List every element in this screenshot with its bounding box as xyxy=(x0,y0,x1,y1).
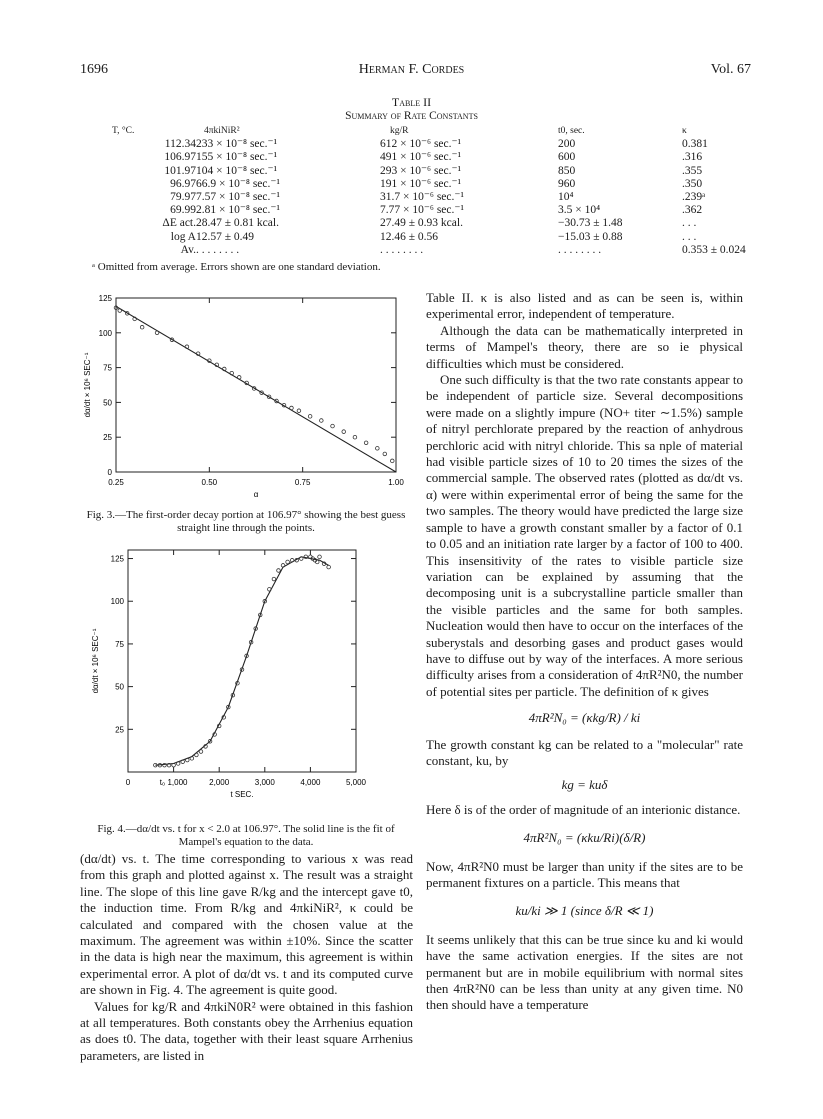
table-cell: . . . xyxy=(682,230,697,243)
paragraph: Now, 4πR²N0 must be larger than unity if the sites are to be permanent fixtures on a particle. This means that xyxy=(426,858,743,890)
column-header: kg/R xyxy=(390,126,409,136)
data-point xyxy=(327,565,331,569)
data-point xyxy=(290,406,294,410)
table-cell: 491 × 10⁻⁶ sec.⁻¹ xyxy=(380,151,462,164)
data-point xyxy=(118,309,122,313)
table-cell: 3.5 × 10⁴ xyxy=(558,204,601,217)
data-point xyxy=(390,459,394,463)
fig3-caption: Fig. 3.—The first-order decay portion at 106.97° showing the best guess straight line through the points. xyxy=(86,509,406,534)
table-cell: . . . . . . . . xyxy=(380,243,424,256)
y-tick-label: 25 xyxy=(103,433,112,443)
fig3-chart xyxy=(78,290,408,500)
table-cell: 12.57 ± 0.49 xyxy=(196,230,255,243)
table-cell: 0.353 ± 0.024 xyxy=(682,243,746,256)
data-point xyxy=(353,435,357,439)
table-cell: −30.73 ± 1.48 xyxy=(558,217,623,230)
y-tick-label: 125 xyxy=(98,294,112,303)
paragraph: Values for kg/R and 4πkiN0R² were obtained in this fashion at all temperatures. Both constants obey the Arrhenius equation as does t0. The data, together with their least square Arrhenius parameters, are listed in xyxy=(80,998,413,1063)
table-cell: 850 xyxy=(558,164,576,177)
data-point xyxy=(320,419,324,423)
paragraph: (dα/dt) vs. t. The time corresponding to various x was read from this graph and plotted against x. The result was a straight line. The slope of this line gave R/kg and the intercept gave t0, the induction time. From R/kg and 4πkiNiR², κ could be calculated and compared with the chosen value at the maximum. The agreement was within ±10%. Since the scatter in the data is high near the maximum, this agreement is within experimental error. A plot of dα/dt vs. t and its computed curve are shown in Fig. 4. The agreement is quite good. xyxy=(80,851,413,998)
data-point xyxy=(342,430,346,434)
table-cell: ΔE act. xyxy=(162,217,196,230)
data-point xyxy=(286,560,290,564)
rate-constants-table xyxy=(112,125,756,257)
x-tick-label: 1.00 xyxy=(388,478,404,487)
table-footnote: ᵃ Omitted from average. Errors shown are one standard deviation. xyxy=(92,261,381,273)
table-cell: .362 xyxy=(682,204,703,217)
table-header-row xyxy=(112,125,756,138)
table-cell: 191 × 10⁻⁶ sec.⁻¹ xyxy=(380,177,462,190)
column-header: 4πkiNiR² xyxy=(204,126,240,136)
page-number: 1696 xyxy=(80,62,108,77)
x-tick-label: 5,000 xyxy=(345,778,367,787)
table-row xyxy=(112,165,756,178)
data-point xyxy=(272,577,276,581)
paragraph: Here δ is of the order of magnitude of an interionic distance. xyxy=(426,801,741,817)
table-cell: 2.81 × 10⁻⁸ sec.⁻¹ xyxy=(196,204,280,217)
left-column-text xyxy=(80,851,413,1064)
table-cell: 293 × 10⁻⁶ sec.⁻¹ xyxy=(380,164,462,177)
y-tick-label: 50 xyxy=(103,398,112,408)
data-point xyxy=(383,452,387,456)
x-tick-label: 4,000 xyxy=(300,778,321,787)
column-header: κ xyxy=(682,126,687,136)
table-cell: 600 xyxy=(558,151,576,164)
volume-label: Vol. 67 xyxy=(710,62,751,77)
y-axis-label: dα/dt × 10⁶ SEC⁻¹ xyxy=(91,628,100,694)
table-cell: 106.97 xyxy=(164,151,196,164)
column-header: t0, sec. xyxy=(558,126,585,136)
table-cell: 96.97 xyxy=(170,177,196,190)
y-tick-label: 100 xyxy=(110,597,124,607)
y-tick-label: 50 xyxy=(115,682,124,692)
equation: 4πR²N₀ = (κku/Ri)(δ/R) xyxy=(523,830,646,846)
data-point xyxy=(277,569,281,573)
table-cell: 10⁴ xyxy=(558,191,574,204)
fit-curve xyxy=(155,557,328,765)
y-axis-label: dα/dt × 10⁶ SEC⁻¹ xyxy=(83,352,92,418)
data-point xyxy=(364,441,368,445)
paragraph: It seems unlikely that this can be true since ku and ki would have the same activation energies. If the sites are not permanent but are in mobile equilibrium with normal sites then 4πR²N0 can be less than unity at any given time. N0 then should have a temperature xyxy=(426,931,743,1013)
table-cell: 27.49 ± 0.93 kcal. xyxy=(380,217,463,230)
table-cell: 79.97 xyxy=(170,191,196,204)
table-cell: .350 xyxy=(682,177,703,190)
plot-frame xyxy=(128,550,356,772)
table-cell: . . . . . . . . xyxy=(196,243,240,256)
column-header: T, °C. xyxy=(112,126,135,136)
x-axis-label: t SEC. xyxy=(230,790,254,799)
table-row xyxy=(112,244,756,257)
table-cell: 155 × 10⁻⁸ sec.⁻¹ xyxy=(196,151,278,164)
table-cell: .239ᵃ xyxy=(682,191,706,204)
paragraph: The growth constant kg can be related to a "molecular" rate constant, ku, by xyxy=(426,736,743,768)
data-point xyxy=(297,409,301,413)
x-tick-label: 3,000 xyxy=(254,778,275,787)
right-column-text xyxy=(426,290,743,1014)
table-title: Table II xyxy=(391,95,432,109)
table-cell: 612 × 10⁻⁶ sec.⁻¹ xyxy=(380,138,462,151)
table-cell: 69.99 xyxy=(170,204,196,217)
table-row xyxy=(112,204,756,217)
table-cell: 200 xyxy=(558,138,576,151)
data-point xyxy=(308,415,312,419)
paragraph: Although the data can be mathematically interpreted in terms of Mampel's theory, there are so ie physical difficulties which must be considered. xyxy=(426,322,743,371)
equation: 4πR²N₀ = (κkg/R) / ki xyxy=(528,710,641,726)
x-tick-label: t₀ 1,000 xyxy=(159,778,188,787)
table-cell: 233 × 10⁻⁸ sec.⁻¹ xyxy=(196,138,278,151)
data-point xyxy=(199,750,203,754)
table-cell: 101.97 xyxy=(164,164,196,177)
x-tick-label: 0.75 xyxy=(294,478,311,487)
table-cell: .355 xyxy=(682,164,703,177)
table-cell: 960 xyxy=(558,177,576,190)
table-cell: 12.46 ± 0.56 xyxy=(380,230,439,243)
x-tick-label: 0.50 xyxy=(201,478,218,487)
fig4-chart xyxy=(80,540,400,802)
y-tick-label: 0 xyxy=(107,468,112,477)
equation: kg = kuδ xyxy=(561,777,608,793)
table-row xyxy=(112,138,756,151)
data-point xyxy=(318,555,322,559)
table-subtitle: Summary of Rate Constants xyxy=(345,110,478,122)
y-tick-label: 75 xyxy=(103,363,112,373)
table-cell: 66.9 × 10⁻⁸ sec.⁻¹ xyxy=(196,177,280,190)
data-point xyxy=(140,325,144,329)
y-tick-label: 100 xyxy=(98,328,112,338)
data-point xyxy=(195,753,199,757)
table-cell: 31.7 × 10⁻⁶ sec.⁻¹ xyxy=(380,191,464,204)
x-axis-label: α xyxy=(253,490,259,499)
table-cell: 112.34 xyxy=(164,138,196,151)
data-point xyxy=(331,424,335,428)
paragraph: One such difficulty is that the two rate constants appear to be independent of particle size. Several decompositions were made on a slightly impure (NO+ titer ∼1.5%) sample of nitryl perchlorate prepared by the reaction of anhydrous perchloric acid with nitryl chloride. This sa nple of material had visible particle sizes of 10 to 20 times the sizes of the commercial sample. The observed rates (plotted as dα/dt vs. α) were within experimental error of being the same for the two samples. The theory would have predicted the large size sample to have a growth constant smaller by a factor of 0.1 to 0.05 and an initiation rate larger by a factor of 100 to 400. This insensitivity of the rates to visible particle size variation can be explained by assuming that the decomposing unit is a subcrystalline particle smaller than the visible particles and the same for both samples. Nucleation would then have to occur on the interfaces of the suberystals and desorbing gases and product gases would have to diffuse out by way of the interfaces. A more serious difficulty arises from a consideration of 4πR²N0, the number of potential sites per particle. The definition of κ gives xyxy=(426,372,743,699)
table-cell: . . . xyxy=(682,217,697,230)
data-point xyxy=(155,331,159,335)
equation: ku/ki ≫ 1 (since δ/R ≪ 1) xyxy=(515,903,654,919)
x-tick-label: 2,000 xyxy=(209,778,230,787)
paragraph: Table II. κ is also listed and as can be seen is, within experimental error, independent of temperature. xyxy=(426,290,743,322)
fig4-caption: Fig. 4.—dα/dt vs. t for x < 2.0 at 106.97°. The solid line is the fit of Mampel's equation to the data. xyxy=(97,823,395,848)
table-cell: 7.57 × 10⁻⁸ sec.⁻¹ xyxy=(196,191,280,204)
table-row xyxy=(112,151,756,164)
y-tick-label: 25 xyxy=(115,725,124,735)
table-row xyxy=(112,217,756,230)
table-cell: 104 × 10⁻⁸ sec.⁻¹ xyxy=(196,164,278,177)
table-cell: 0.381 xyxy=(682,138,708,151)
running-author: Herman F. Cordes xyxy=(358,62,465,77)
table-cell: log A xyxy=(170,230,196,243)
x-tick-label: 0 xyxy=(125,778,131,787)
table-cell: 7.77 × 10⁻⁶ sec.⁻¹ xyxy=(380,204,464,217)
table-cell: .316 xyxy=(682,151,703,164)
y-tick-label: 125 xyxy=(110,554,124,564)
table-cell: 28.47 ± 0.81 kcal. xyxy=(196,217,279,230)
table-cell: . . . . . . . . xyxy=(558,243,602,256)
table-row xyxy=(112,178,756,191)
plot-frame xyxy=(116,298,396,472)
table-row xyxy=(112,231,756,244)
x-tick-label: 0.25 xyxy=(108,478,124,487)
table-cell: −15.03 ± 0.88 xyxy=(558,230,623,243)
data-point xyxy=(376,447,380,451)
table-row xyxy=(112,191,756,204)
y-tick-label: 75 xyxy=(115,639,124,649)
table-cell: Av. xyxy=(180,243,196,256)
